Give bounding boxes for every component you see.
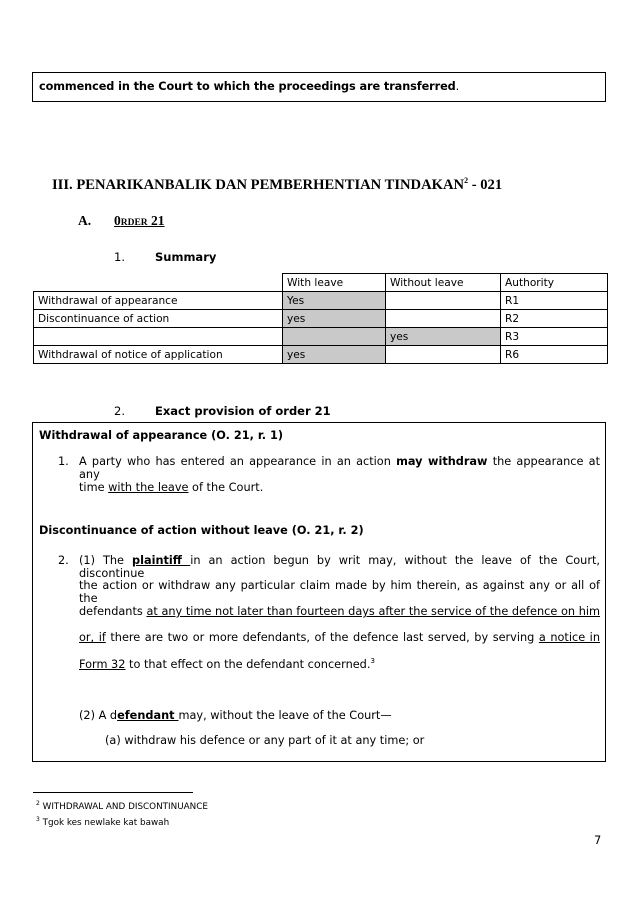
rule-1-line-1: A party who has entered an appearance in an action may withdraw the appearance at any [79, 455, 600, 481]
rule-2-subsection-2: (2) A defendant may, without the leave of the Court— [79, 709, 392, 722]
table-row [34, 328, 608, 346]
provision-heading-rule-2: Discontinuance of action without leave (O. 21, r. 2) [39, 524, 364, 537]
table-cell-authority: R6 [501, 346, 608, 364]
table-cell-label [34, 328, 283, 346]
rule-1-line-2: time with the leave of the Court. [79, 481, 264, 494]
rule-2-line-2: the action or withdraw any particular claim made by him therein, as against any or all of the [79, 579, 600, 605]
item-1-number: 1. [114, 250, 125, 264]
rule-2-line-5: Form 32 to that effect on the defendant concerned.$^3$ [79, 657, 375, 671]
table-cell-with-leave: yes [283, 310, 386, 328]
subsection-title: 0RDER 21 [114, 213, 165, 228]
table-cell-without-leave [386, 346, 501, 364]
footnote-ref-3[interactable]: 3 [370, 657, 375, 665]
table-header-without-leave: Without leave [386, 274, 501, 292]
table-cell-authority: R1 [501, 292, 608, 310]
continuation-text: commenced in the Court to which the proceedings are transferred. [39, 80, 460, 93]
table-cell-authority: R3 [501, 328, 608, 346]
rule-2-line-4: or, if there are two or more defendants, of the defence last served, by serving a notice in [79, 631, 600, 644]
table-cell-with-leave: yes [283, 346, 386, 364]
footnote-3: $^3$ Tgok kes newlake kat bawah [36, 816, 170, 828]
table-row [34, 310, 608, 328]
table-cell-without-leave: yes [386, 328, 501, 346]
summary-table [33, 273, 608, 364]
section-heading: III. PENARIKANBALIK DAN PEMBERHENTIAN TINDAKAN$^2$ - 021 [52, 176, 503, 193]
table-row [34, 292, 608, 310]
item-2-number: 2. [114, 404, 125, 418]
table-cell-without-leave [386, 310, 501, 328]
footnote-divider [33, 792, 193, 793]
table-header-blank [34, 274, 283, 292]
table-cell-authority: R2 [501, 310, 608, 328]
table-cell-with-leave: Yes [283, 292, 386, 310]
footnote-2: $^2$ WITHDRAWAL AND DISCONTINUANCE [36, 800, 208, 812]
subsection-label: A. [78, 213, 92, 228]
table-cell-with-leave [283, 328, 386, 346]
table-cell-without-leave [386, 292, 501, 310]
table-header-row [34, 274, 608, 292]
provision-box [32, 422, 606, 762]
continuation-box [32, 72, 606, 102]
provision-heading-rule-1: Withdrawal of appearance (O. 21, r. 1) [39, 429, 284, 442]
table-header-authority: Authority [501, 274, 608, 292]
table-cell-label: Discontinuance of action [34, 310, 283, 328]
rule-2-subsection-2a: (a) withdraw his defence or any part of it at any time; or [105, 734, 425, 747]
page-number: 7 [594, 833, 602, 847]
footnote-ref-2[interactable]: 2 [464, 176, 469, 185]
item-2-title: Exact provision of order 21 [155, 404, 331, 418]
rule-2-line-3: defendants at any time not later than fourteen days after the service of the defence on him [79, 605, 600, 618]
table-row [34, 346, 608, 364]
rule-2-line-1: (1) The plaintiff in an action begun by writ may, without the leave of the Court, discontinue [79, 554, 600, 580]
table-header-with-leave: With leave [283, 274, 386, 292]
table-cell-label: Withdrawal of notice of application [34, 346, 283, 364]
table-cell-label: Withdrawal of appearance [34, 292, 283, 310]
item-1-title: Summary [155, 250, 217, 264]
rule-2-number: 2. [58, 554, 69, 567]
rule-1-number: 1. [58, 455, 69, 468]
